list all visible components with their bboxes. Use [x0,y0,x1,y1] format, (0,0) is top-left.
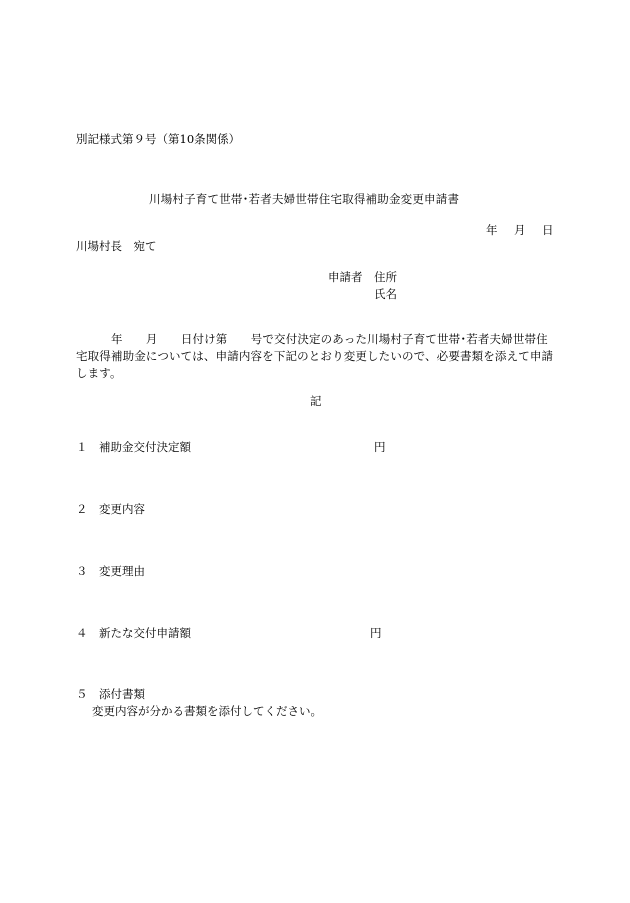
date-year-label: 年 [486,223,498,237]
document-title: 川場村子育て世帯･若者夫婦世帯住宅取得補助金変更申請書 [149,192,460,206]
item-label: ２ 変更内容 [76,502,145,516]
date-day-label: 日 [542,223,554,237]
form-number: 別記様式第９号（第10条関係） [76,132,241,146]
item-unit: 円 [374,440,386,454]
body-line: します。 [76,366,122,380]
item-label: ４ 新たな交付申請額 [76,626,191,640]
applicant-label: 申請者 [328,270,363,284]
body-line: 年 月 日付け第 号で交付決定のあった川場村子育て世帯･若者夫婦世帯住 [76,332,548,346]
body-paragraph [76,331,556,382]
date-month-label: 月 [514,223,526,237]
item-label: ５ 添付書類 [76,687,145,701]
item-note: 変更内容が分かる書類を添付してください。 [92,704,322,718]
body-line: 宅取得補助金については、申請内容を下記のとおり変更したいので、必要書類を添えて申請 [76,349,554,363]
ki-heading: 記 [310,394,322,408]
item-unit: 円 [370,626,382,640]
item-label: １ 補助金交付決定額 [76,440,191,454]
applicant-name-label: 氏名 [374,287,397,301]
item-label: ３ 変更理由 [76,564,145,578]
applicant-address-label: 住所 [374,270,397,284]
addressee: 川場村長 宛て [76,239,157,253]
